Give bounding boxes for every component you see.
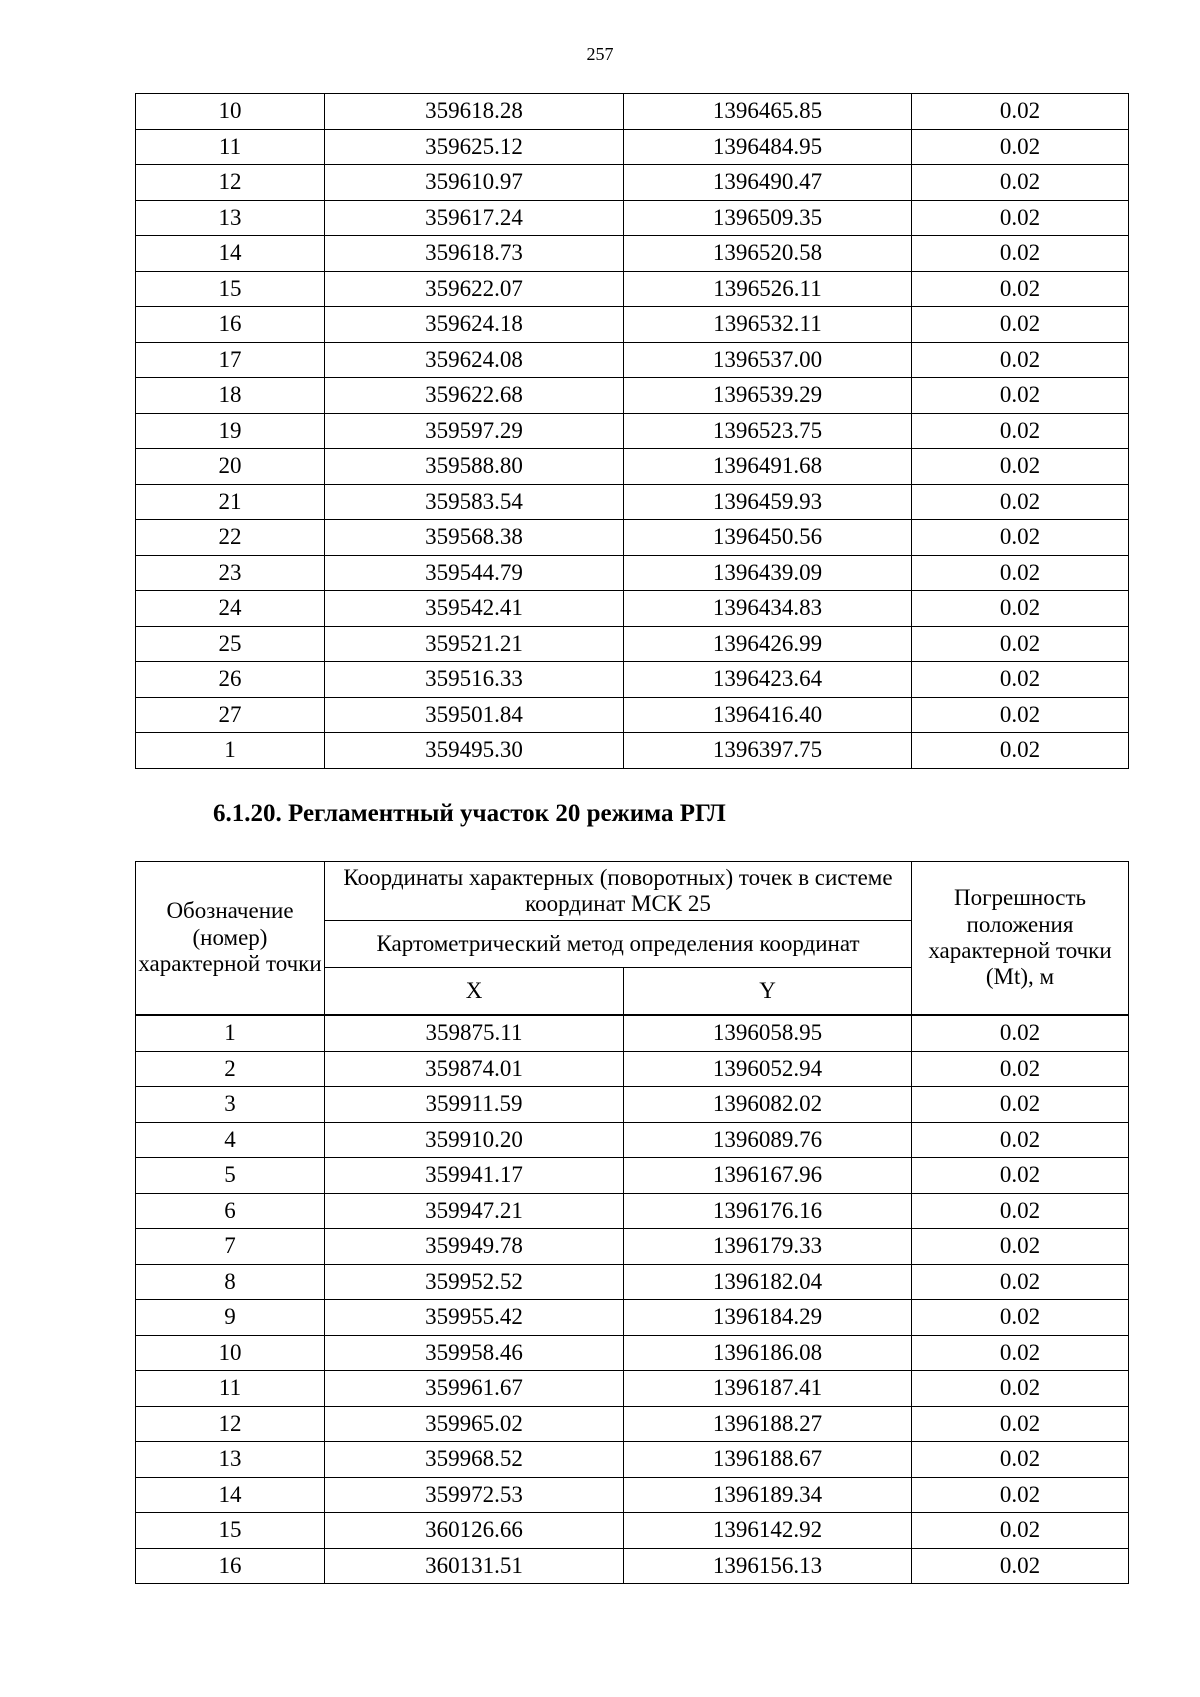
cell-point-number: 18: [136, 378, 325, 414]
cell-point-number: 21: [136, 484, 325, 520]
cell-y: 1396439.09: [624, 555, 912, 591]
table-row: [136, 1477, 1129, 1513]
cell-point-number: 14: [136, 236, 325, 272]
cell-y: 1396520.58: [624, 236, 912, 272]
cell-y: 1396509.35: [624, 200, 912, 236]
cell-error: 0.02: [912, 1051, 1129, 1087]
cell-x: 360131.51: [325, 1548, 624, 1584]
cell-error: 0.02: [912, 307, 1129, 343]
cell-point-number: 4: [136, 1122, 325, 1158]
cell-point-number: 17: [136, 342, 325, 378]
cell-y: 1396176.16: [624, 1193, 912, 1229]
cell-error: 0.02: [912, 555, 1129, 591]
cell-x: 359618.73: [325, 236, 624, 272]
cell-y: 1396179.33: [624, 1229, 912, 1265]
cell-x: 359911.59: [325, 1087, 624, 1123]
cell-y: 1396082.02: [624, 1087, 912, 1123]
table-row: [136, 200, 1129, 236]
cell-y: 1396189.34: [624, 1477, 912, 1513]
table-row: [136, 1300, 1129, 1336]
cell-y: 1396187.41: [624, 1371, 912, 1407]
cell-error: 0.02: [912, 1442, 1129, 1478]
cell-error: 0.02: [912, 1477, 1129, 1513]
cell-error: 0.02: [912, 733, 1129, 769]
cell-error: 0.02: [912, 1406, 1129, 1442]
cell-x: 359875.11: [325, 1015, 624, 1051]
cell-error: 0.02: [912, 626, 1129, 662]
cell-point-number: 11: [136, 1371, 325, 1407]
cell-y: 1396167.96: [624, 1158, 912, 1194]
table-row: [136, 1442, 1129, 1478]
cell-error: 0.02: [912, 271, 1129, 307]
cell-y: 1396490.47: [624, 165, 912, 201]
cell-error: 0.02: [912, 413, 1129, 449]
table-row: [136, 1371, 1129, 1407]
cell-point-number: 8: [136, 1264, 325, 1300]
table-row: [136, 1548, 1129, 1584]
cell-x: 359968.52: [325, 1442, 624, 1478]
table-row: [136, 520, 1129, 556]
cell-point-number: 24: [136, 591, 325, 627]
cell-y: 1396459.93: [624, 484, 912, 520]
table-row: [136, 342, 1129, 378]
cell-x: 359597.29: [325, 413, 624, 449]
cell-y: 1396142.92: [624, 1513, 912, 1549]
cell-point-number: 11: [136, 129, 325, 165]
table-row: [136, 555, 1129, 591]
cell-point-number: 1: [136, 733, 325, 769]
cell-error: 0.02: [912, 1015, 1129, 1051]
cell-error: 0.02: [912, 1513, 1129, 1549]
table-row: [136, 94, 1129, 130]
cell-y: 1396539.29: [624, 378, 912, 414]
header-method: Картометрический метод определения координат: [325, 921, 912, 968]
cell-point-number: 16: [136, 1548, 325, 1584]
cell-error: 0.02: [912, 1158, 1129, 1194]
table-row: [136, 1406, 1129, 1442]
cell-y: 1396465.85: [624, 94, 912, 130]
table-row: [136, 165, 1129, 201]
cell-point-number: 13: [136, 1442, 325, 1478]
cell-y: 1396416.40: [624, 697, 912, 733]
cell-point-number: 5: [136, 1158, 325, 1194]
table-row: [136, 1015, 1129, 1051]
cell-x: 359622.68: [325, 378, 624, 414]
cell-x: 359542.41: [325, 591, 624, 627]
cell-error: 0.02: [912, 200, 1129, 236]
cell-point-number: 14: [136, 1477, 325, 1513]
cell-point-number: 9: [136, 1300, 325, 1336]
cell-point-number: 26: [136, 662, 325, 698]
cell-error: 0.02: [912, 1300, 1129, 1336]
cell-point-number: 27: [136, 697, 325, 733]
table-row: [136, 484, 1129, 520]
table-row: [136, 1335, 1129, 1371]
cell-error: 0.02: [912, 449, 1129, 485]
cell-point-number: 7: [136, 1229, 325, 1265]
table-row: [136, 378, 1129, 414]
cell-error: 0.02: [912, 1229, 1129, 1265]
cell-x: 359955.42: [325, 1300, 624, 1336]
cell-point-number: 10: [136, 1335, 325, 1371]
cell-x: 359941.17: [325, 1158, 624, 1194]
table-row: [136, 1122, 1129, 1158]
cell-x: 359910.20: [325, 1122, 624, 1158]
cell-x: 359874.01: [325, 1051, 624, 1087]
section-heading: 6.1.20. Регламентный участок 20 режима РГЛ: [213, 800, 726, 827]
table-row: [136, 413, 1129, 449]
cell-point-number: 10: [136, 94, 325, 130]
cell-x: 359568.38: [325, 520, 624, 556]
table-row: [136, 271, 1129, 307]
cell-y: 1396188.67: [624, 1442, 912, 1478]
cell-x: 359625.12: [325, 129, 624, 165]
cell-point-number: 3: [136, 1087, 325, 1123]
cell-error: 0.02: [912, 342, 1129, 378]
cell-y: 1396184.29: [624, 1300, 912, 1336]
cell-x: 359972.53: [325, 1477, 624, 1513]
header-y: Y: [624, 968, 912, 1016]
cell-point-number: 23: [136, 555, 325, 591]
cell-y: 1396052.94: [624, 1051, 912, 1087]
table-row: [136, 1229, 1129, 1265]
cell-y: 1396182.04: [624, 1264, 912, 1300]
cell-point-number: 20: [136, 449, 325, 485]
cell-error: 0.02: [912, 94, 1129, 130]
cell-x: 359583.54: [325, 484, 624, 520]
cell-x: 359617.24: [325, 200, 624, 236]
table-row: [136, 307, 1129, 343]
cell-x: 359624.18: [325, 307, 624, 343]
table-row: [136, 449, 1129, 485]
cell-y: 1396537.00: [624, 342, 912, 378]
cell-y: 1396523.75: [624, 413, 912, 449]
cell-x: 359622.07: [325, 271, 624, 307]
cell-point-number: 13: [136, 200, 325, 236]
cell-point-number: 12: [136, 165, 325, 201]
cell-error: 0.02: [912, 697, 1129, 733]
cell-x: 359588.80: [325, 449, 624, 485]
cell-point-number: 16: [136, 307, 325, 343]
cell-x: 359544.79: [325, 555, 624, 591]
cell-point-number: 22: [136, 520, 325, 556]
table-row: [136, 662, 1129, 698]
table-row: [136, 626, 1129, 662]
coordinates-table-body: [136, 1015, 1129, 1584]
table-row: [136, 1513, 1129, 1549]
cell-y: 1396186.08: [624, 1335, 912, 1371]
cell-y: 1396423.64: [624, 662, 912, 698]
header-point-label: Обозначение (номер) характерной точки: [136, 862, 325, 1016]
header-error-label: Погрешность положения характерной точки (Mt), м: [912, 862, 1129, 1016]
cell-x: 359949.78: [325, 1229, 624, 1265]
cell-y: 1396450.56: [624, 520, 912, 556]
cell-error: 0.02: [912, 520, 1129, 556]
cell-x: 359495.30: [325, 733, 624, 769]
coordinates-table-body: [136, 94, 1129, 769]
cell-y: 1396491.68: [624, 449, 912, 485]
cell-point-number: 6: [136, 1193, 325, 1229]
cell-x: 359965.02: [325, 1406, 624, 1442]
cell-point-number: 2: [136, 1051, 325, 1087]
cell-error: 0.02: [912, 484, 1129, 520]
cell-y: 1396089.76: [624, 1122, 912, 1158]
table-row: [136, 1051, 1129, 1087]
cell-error: 0.02: [912, 1264, 1129, 1300]
cell-error: 0.02: [912, 662, 1129, 698]
cell-error: 0.02: [912, 1371, 1129, 1407]
header-coordinates-group: Координаты характерных (поворотных) точек в системе координат МСК 25: [325, 862, 912, 921]
coordinates-table-site-20: [135, 861, 1129, 1584]
table-row: [136, 236, 1129, 272]
table-row: [136, 1193, 1129, 1229]
cell-point-number: 15: [136, 271, 325, 307]
table-row: [136, 1264, 1129, 1300]
cell-error: 0.02: [912, 1548, 1129, 1584]
table-row: [136, 697, 1129, 733]
cell-y: 1396526.11: [624, 271, 912, 307]
cell-y: 1396434.83: [624, 591, 912, 627]
cell-x: 360126.66: [325, 1513, 624, 1549]
cell-error: 0.02: [912, 1122, 1129, 1158]
cell-point-number: 25: [136, 626, 325, 662]
cell-y: 1396397.75: [624, 733, 912, 769]
cell-x: 359516.33: [325, 662, 624, 698]
cell-y: 1396058.95: [624, 1015, 912, 1051]
cell-y: 1396156.13: [624, 1548, 912, 1584]
cell-point-number: 12: [136, 1406, 325, 1442]
cell-y: 1396188.27: [624, 1406, 912, 1442]
cell-point-number: 1: [136, 1015, 325, 1051]
table-row: [136, 1158, 1129, 1194]
cell-error: 0.02: [912, 1335, 1129, 1371]
cell-error: 0.02: [912, 1087, 1129, 1123]
cell-x: 359618.28: [325, 94, 624, 130]
cell-x: 359521.21: [325, 626, 624, 662]
cell-x: 359624.08: [325, 342, 624, 378]
cell-y: 1396426.99: [624, 626, 912, 662]
cell-point-number: 19: [136, 413, 325, 449]
cell-x: 359501.84: [325, 697, 624, 733]
cell-error: 0.02: [912, 165, 1129, 201]
coordinates-table-continued: [135, 93, 1129, 769]
cell-y: 1396484.95: [624, 129, 912, 165]
table-row: [136, 733, 1129, 769]
cell-x: 359952.52: [325, 1264, 624, 1300]
table-header: [136, 862, 1129, 1016]
header-x: X: [325, 968, 624, 1016]
cell-error: 0.02: [912, 236, 1129, 272]
cell-x: 359958.46: [325, 1335, 624, 1371]
cell-x: 359610.97: [325, 165, 624, 201]
cell-x: 359961.67: [325, 1371, 624, 1407]
table-row: [136, 591, 1129, 627]
table-row: [136, 129, 1129, 165]
cell-point-number: 15: [136, 1513, 325, 1549]
cell-error: 0.02: [912, 1193, 1129, 1229]
cell-y: 1396532.11: [624, 307, 912, 343]
cell-error: 0.02: [912, 129, 1129, 165]
page-number: 257: [586, 44, 614, 64]
cell-error: 0.02: [912, 378, 1129, 414]
cell-error: 0.02: [912, 591, 1129, 627]
table-row: [136, 1087, 1129, 1123]
cell-x: 359947.21: [325, 1193, 624, 1229]
